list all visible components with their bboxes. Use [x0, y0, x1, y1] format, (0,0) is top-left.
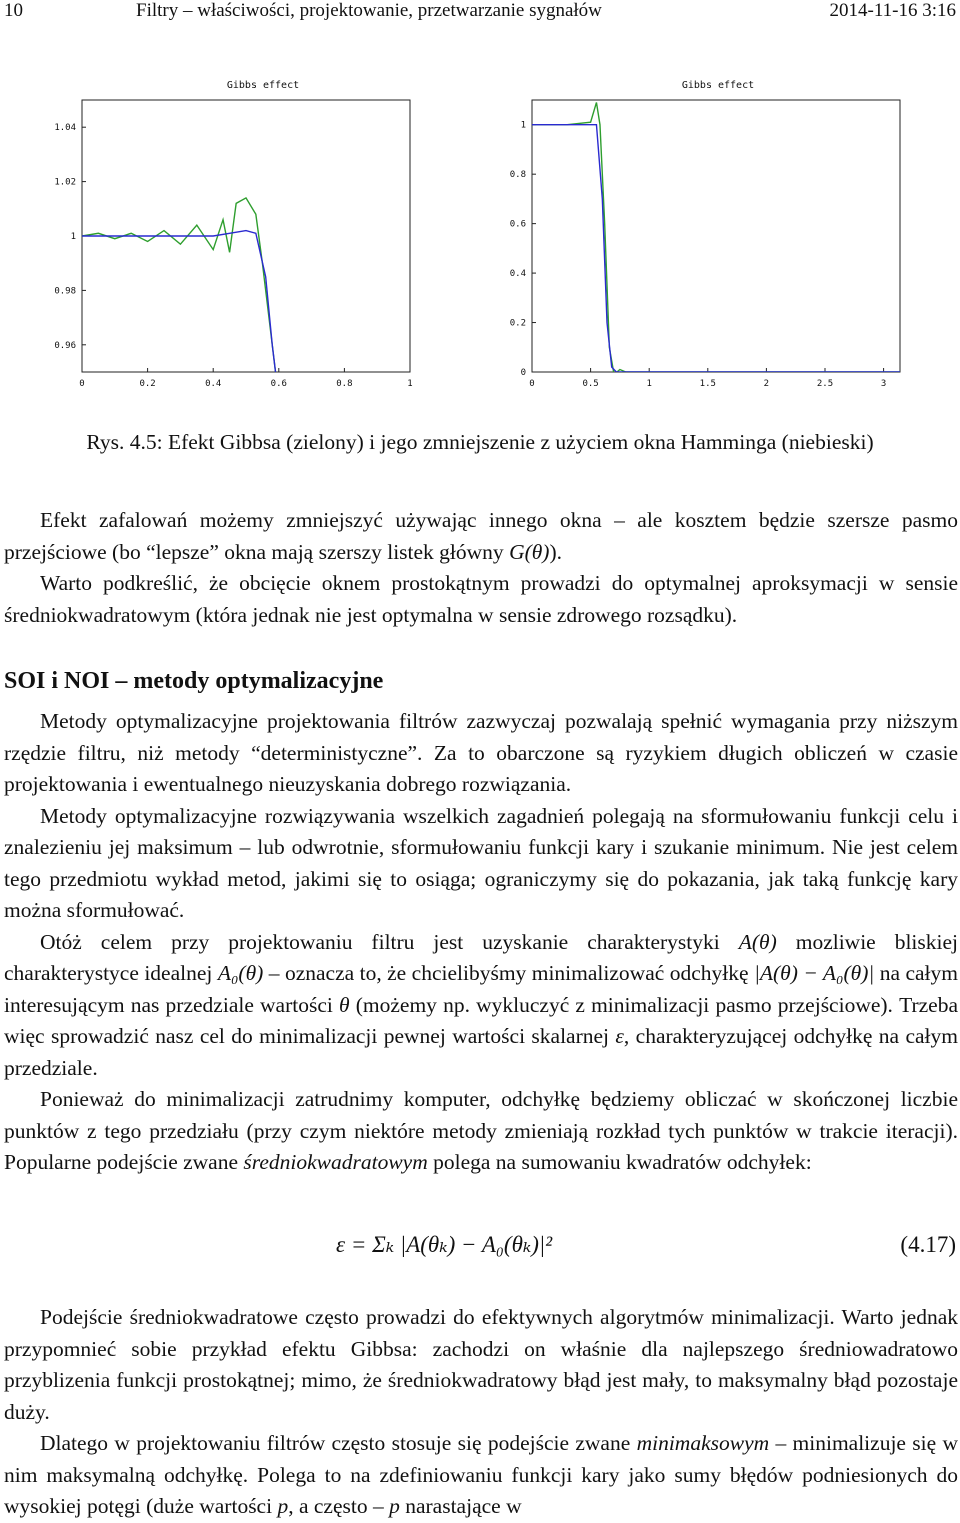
series-line: [532, 102, 900, 374]
x-tick-label: 1.5: [699, 379, 716, 389]
paragraph: Metody optymalizacyjne rozwiązywania wszelkich zagadnień polegają na sformułowaniu funkcji celu i znalezieniu jej maksimum – lub odwrotnie, sformułowaniu funkcji kary i szukanie minimum. Nie jest celem tego przedmiotu wykład metod, jakimi się to osiąga; ograniczymy się do pokazania, jak taką funkcję kary można sformułować.: [4, 803, 958, 922]
y-tick-label: 0.4: [509, 269, 526, 280]
x-tick-label: 0.5: [582, 379, 599, 389]
paragraph: Otóż celem przy projektowaniu filtru jest uzyskanie charakterystyki A(θ) mozliwie bliskiej charakterystyce idealnej A₀(θ) – oznacza to, że chcielibyśmy minimalizować odchyłkę |A(θ) − A₀(θ)| na całym interesującym nas przedziale wartości θ (możemy np. wykluczyć z minimalizacji pasmo przejściowe). Trzeba więc sprowadzić nasz cel do minimalizacji pewnej wartości skalarnej ε, charakteryzującej odchyłkę na całym przedziale.: [4, 929, 959, 1080]
y-tick-label: 1: [70, 232, 76, 242]
paragraph: Podejście średniokwadratowe często prowadzi do efektywnych algorytmów minimalizacji. Warto jednak przypomnieć sobie przykład efektu Gibbsa: zachodzi on właśnie dla najlepszego średniowadratowo przyblizenia funkcji prostokątnej; mimo, że średniokwadratowy błąd jest mały, to maksymalny błąd pozostaje duży.: [4, 1305, 958, 1424]
figure-left: [40, 70, 452, 390]
gibbs-plot-right: [492, 70, 904, 390]
header-date: 2014-11-16 3:16: [829, 0, 956, 21]
y-tick-label: 1.04: [54, 123, 76, 134]
closing-paragraphs: [4, 1302, 958, 1523]
plot-title: Gibbs effect: [226, 80, 300, 91]
x-tick-label: 0: [79, 379, 85, 389]
x-tick-label: 2: [763, 379, 770, 389]
series-line: [82, 198, 279, 390]
series-line: [82, 231, 279, 390]
y-tick-label: 0.98: [54, 286, 76, 297]
paragraph: Dlatego w projektowaniu filtrów często stosuje się podejście zwane minimaksowym – minimalizuje się w nim maksymalną odchyłkę. Polega to na zdefiniowaniu funkcji kary jako sumy błędów podniesionych do wysokiej potęgi (duże wartości p, a często – p narastające w: [4, 1431, 959, 1518]
x-tick-label: 0.8: [336, 379, 353, 389]
paragraph: Warto podkreślić, że obcięcie oknem prostokątnym prowadzi do optymalnej aproksymacji w sensie średniokwadratowym (która jednak nie jest optymalna w sensie zdrowego rozsądku).: [4, 571, 958, 627]
series-line: [532, 125, 900, 372]
x-tick-label: 1: [407, 379, 413, 389]
equation-number: (4.17): [900, 1232, 956, 1257]
x-tick-label: 0.4: [205, 379, 222, 389]
y-tick-label: 0.6: [509, 219, 526, 230]
gibbs-plot-left: [40, 70, 452, 390]
paragraph: Ponieważ do minimalizacji zatrudnimy komputer, odchyłkę będziemy obliczać w skończonej liczbie punktów z tego przedziału (przy czym niektóre metody zmieniają rozkład tych punktów w trakcie iteracji). Popularne podejście zwane średniokwadratowym polega na sumowaniu kwadratów odchyłek:: [4, 1087, 958, 1174]
paragraph: Efekt zafalowań możemy zmniejszyć używając innego okna – ale kosztem będzie szersze pasmo przejściowe (bo “lepsze” okna mają szerszy listek główny G(θ)).: [4, 508, 958, 564]
y-tick-label: 0: [520, 368, 526, 378]
x-tick-label: 3: [880, 379, 887, 389]
y-tick-label: 1: [520, 120, 526, 131]
section-body: [4, 706, 958, 1179]
x-tick-label: 2.5: [816, 379, 834, 389]
plot-title: Gibbs effect: [681, 80, 755, 91]
y-tick-label: 1.02: [54, 177, 76, 188]
running-header: [0, 0, 960, 26]
y-tick-label: 0.2: [509, 318, 526, 329]
x-tick-label: 1: [646, 379, 652, 389]
y-tick-label: 0.8: [509, 170, 526, 181]
intro-paragraphs: [4, 505, 958, 631]
paragraph: Metody optymalizacyjne projektowania filtrów zazwyczaj pozwalają spełnić wymagania przy niższym rzędzie filtru, niż metody “deterministyczne”. Za to obarczone są ryzykiem długich obliczeń w czasie projektowania i ewentualnego nieuzyskania dobrego rozwiązania.: [4, 709, 958, 796]
running-title: Filtry – właściwości, projektowanie, przetwarzanie sygnałów: [136, 0, 602, 21]
equation-formula: ε = Σₖ |A(θₖ) − A₀(θₖ)|²: [336, 1232, 553, 1257]
figure-caption: Rys. 4.5: Efekt Gibbsa (zielony) i jego zmniejszenie z użyciem okna Hamminga (niebieski): [86, 430, 874, 454]
figure-right: [492, 70, 904, 390]
x-tick-label: 0: [529, 379, 535, 389]
x-tick-label: 0.6: [270, 379, 287, 389]
section-title: SOI i NOI – metody optymalizacyjne: [4, 668, 384, 694]
x-tick-label: 0.2: [139, 379, 156, 389]
equation-4-17: [0, 1222, 960, 1292]
plot-frame: [532, 100, 900, 372]
y-tick-label: 0.96: [54, 340, 76, 351]
page-number: 10: [4, 0, 23, 21]
